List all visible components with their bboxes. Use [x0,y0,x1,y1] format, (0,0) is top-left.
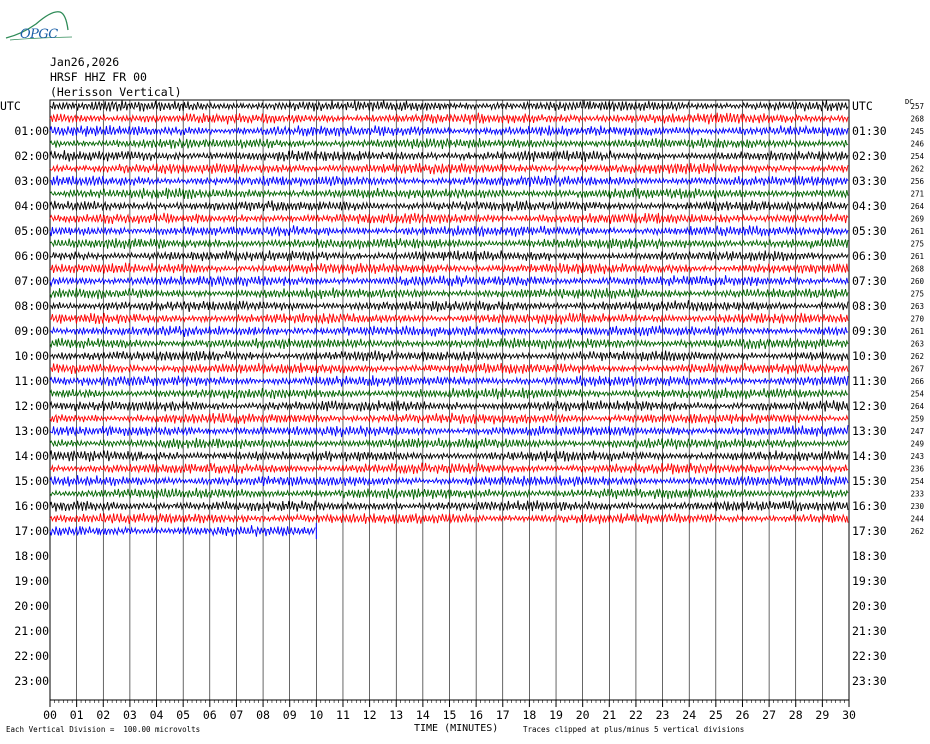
left-hour-label: 05:00 [14,224,49,238]
seismic-trace [50,125,848,137]
seismic-trace [50,338,848,350]
right-hour-label: 15:30 [852,474,887,488]
x-tick-label: 26 [735,708,750,722]
seismic-trace [50,388,848,400]
right-hour-label: 19:30 [852,574,887,588]
dc-offset-label: 236 [910,464,924,474]
seismic-trace [50,350,848,361]
seismic-trace [50,288,848,300]
right-hour-label: 03:30 [852,174,887,188]
left-hour-label: 06:00 [14,249,49,263]
left-hour-label: 13:00 [14,424,49,438]
dc-offset-label: 245 [910,127,924,136]
seismic-trace [50,513,848,524]
seismic-trace [50,100,848,111]
right-hour-label: 11:30 [852,374,887,388]
x-tick-label: 17 [495,708,510,722]
x-tick-label: 29 [815,708,830,722]
right-hour-label: 13:30 [852,424,887,438]
seismic-trace [50,225,848,236]
dc-offset-label: 259 [910,414,924,424]
seismic-trace [50,425,848,437]
x-tick-label: 13 [389,708,404,722]
left-hour-label: 20:00 [14,599,49,613]
left-hour-label: 22:00 [14,649,49,663]
right-hour-label: 01:30 [852,124,887,138]
x-tick-label: 10 [309,708,324,722]
scale-note: Each Vertical Division = 100.00 microvolts [6,725,201,734]
logo-text: OPGC [20,27,58,42]
dc-offset-label: 244 [910,514,924,524]
x-tick-label: 07 [229,708,244,722]
right-hour-label: 14:30 [852,449,887,463]
dc-offset-label: 267 [910,364,924,374]
x-tick-label: 05 [176,708,191,722]
left-hour-label: 07:00 [14,274,49,288]
x-tick-label: 20 [575,708,590,722]
seismic-trace [50,475,848,486]
seismic-trace [50,488,848,500]
left-hour-label: 23:00 [14,674,49,688]
right-hour-label: UTC [852,99,873,113]
x-tick-label: 28 [788,708,803,722]
dc-header: DC [905,98,914,106]
seismic-trace [50,500,848,511]
right-hour-label: 07:30 [852,274,887,288]
right-hour-label: 23:30 [852,674,887,688]
right-hour-label: 04:30 [852,199,887,213]
right-hour-label: 16:30 [852,499,887,513]
x-tick-label: 16 [469,708,484,722]
right-hour-label: 12:30 [852,399,887,413]
dc-offset-label: 243 [910,452,924,461]
x-tick-label: 27 [762,708,777,722]
x-tick-label: 12 [362,708,377,722]
dc-offset-label: 269 [910,214,924,224]
seismic-trace [50,175,848,186]
x-tick-label: 04 [149,708,164,722]
x-tick-label: 18 [522,708,537,722]
dc-offset-label: 271 [910,189,924,199]
seismic-trace [50,188,848,199]
right-hour-label: 18:30 [852,549,887,563]
left-hour-label: 18:00 [14,549,49,563]
seismic-trace [50,138,848,149]
x-axis-title: TIME (MINUTES) [414,723,499,734]
left-hour-label: 17:00 [14,524,49,538]
station-description: (Herisson Vertical) [50,85,182,99]
seismic-trace [50,113,848,125]
dc-offset-label: 254 [910,152,924,161]
dc-offset-label: 264 [910,202,924,211]
dc-offset-label: 246 [910,139,924,149]
seismic-trace [50,326,848,337]
x-tick-label: 06 [202,708,217,722]
seismic-trace [50,450,848,461]
left-hour-label: 15:00 [14,474,49,488]
right-hour-label: 20:30 [852,599,887,613]
x-tick-label: 08 [256,708,270,722]
left-hour-label: 04:00 [14,199,49,213]
left-hour-label: 03:00 [14,174,49,188]
left-hour-label: 09:00 [14,324,49,338]
seismic-trace [50,238,848,249]
left-hour-label: 19:00 [14,574,49,588]
left-hour-label: 10:00 [14,349,49,363]
x-tick-label: 09 [282,708,297,722]
x-tick-label: 19 [549,708,563,722]
dc-offset-label: 261 [910,252,924,261]
dc-offset-label: 261 [910,227,924,236]
seismic-trace [50,200,848,211]
left-hour-label: UTC [0,99,21,113]
left-hour-label: 16:00 [14,499,49,513]
seismic-trace [50,275,848,287]
left-hour-label: 02:00 [14,149,49,163]
x-tick-label: 14 [415,708,430,722]
dc-offset-label: 264 [910,402,924,411]
dc-offset-label: 230 [910,502,924,511]
seismic-trace [50,400,848,411]
seismic-trace [50,438,848,450]
seismic-trace [50,375,848,386]
seismic-trace [50,300,848,312]
x-tick-label: 11 [336,708,350,722]
left-hour-label: 12:00 [14,399,49,413]
seismic-trace [50,150,848,162]
right-hour-label: 17:30 [852,524,887,538]
dc-offset-label: 257 [910,102,924,111]
seismic-trace [50,363,848,375]
x-tick-label: 02 [96,708,111,722]
dc-offset-label: 254 [910,477,924,486]
dc-offset-label: 254 [910,389,924,399]
x-tick-label: 01 [69,708,84,722]
right-hour-label: 22:30 [852,649,887,663]
seismic-trace [50,313,848,325]
left-hour-label: 21:00 [14,624,49,638]
x-tick-label: 15 [442,708,457,722]
dc-offset-label: 263 [910,302,924,311]
right-hour-label: 10:30 [852,349,887,363]
seismic-trace [50,163,848,174]
seismic-trace [50,213,848,224]
seismic-trace [50,250,848,262]
dc-offset-label: 268 [910,114,924,124]
date-label: Jan26,2026 [50,55,120,69]
dc-offset-label: 262 [910,527,924,536]
x-tick-label: 21 [602,708,617,722]
dc-offset-label: 275 [910,239,924,249]
dc-offset-label: 263 [910,339,924,349]
x-tick-label: 30 [842,708,856,722]
station-label: HRSF HHZ FR 00 [50,70,147,84]
x-tick-label: 23 [655,708,670,722]
left-hour-label: 01:00 [14,124,49,138]
x-tick-label: 03 [122,708,137,722]
clip-note: Traces clipped at plus/minus 5 vertical divisions [523,725,745,734]
dc-offset-label: 256 [910,177,924,186]
right-hour-label: 08:30 [852,299,887,313]
dc-offset-label: 247 [910,427,924,436]
dc-offset-label: 266 [910,377,924,386]
left-hour-label: 14:00 [14,449,49,463]
dc-offset-label: 262 [910,352,924,361]
dc-offset-label: 270 [910,314,924,324]
dc-offset-label: 262 [910,164,924,174]
dc-offset-label: 261 [910,327,924,336]
dc-offset-label: 268 [910,264,924,274]
right-hour-label: 06:30 [852,249,887,263]
dc-offset-label: 233 [910,489,924,499]
x-tick-label: 22 [629,708,643,722]
left-hour-label: 08:00 [14,299,49,313]
seismic-trace [50,463,848,475]
right-hour-label: 21:30 [852,624,887,638]
x-tick-label: 00 [43,708,57,722]
right-hour-label: 05:30 [852,224,887,238]
left-hour-label: 11:00 [14,374,49,388]
dc-offset-label: 275 [910,289,924,299]
dc-offset-label: 260 [910,277,924,286]
x-tick-label: 25 [708,708,723,722]
right-hour-label: 09:30 [852,324,887,338]
seismic-trace [50,263,848,275]
x-tick-label: 24 [682,708,697,722]
seismic-trace [50,525,315,537]
dc-offset-label: 249 [910,439,924,449]
right-hour-label: 02:30 [852,149,887,163]
seismic-trace [50,413,848,425]
